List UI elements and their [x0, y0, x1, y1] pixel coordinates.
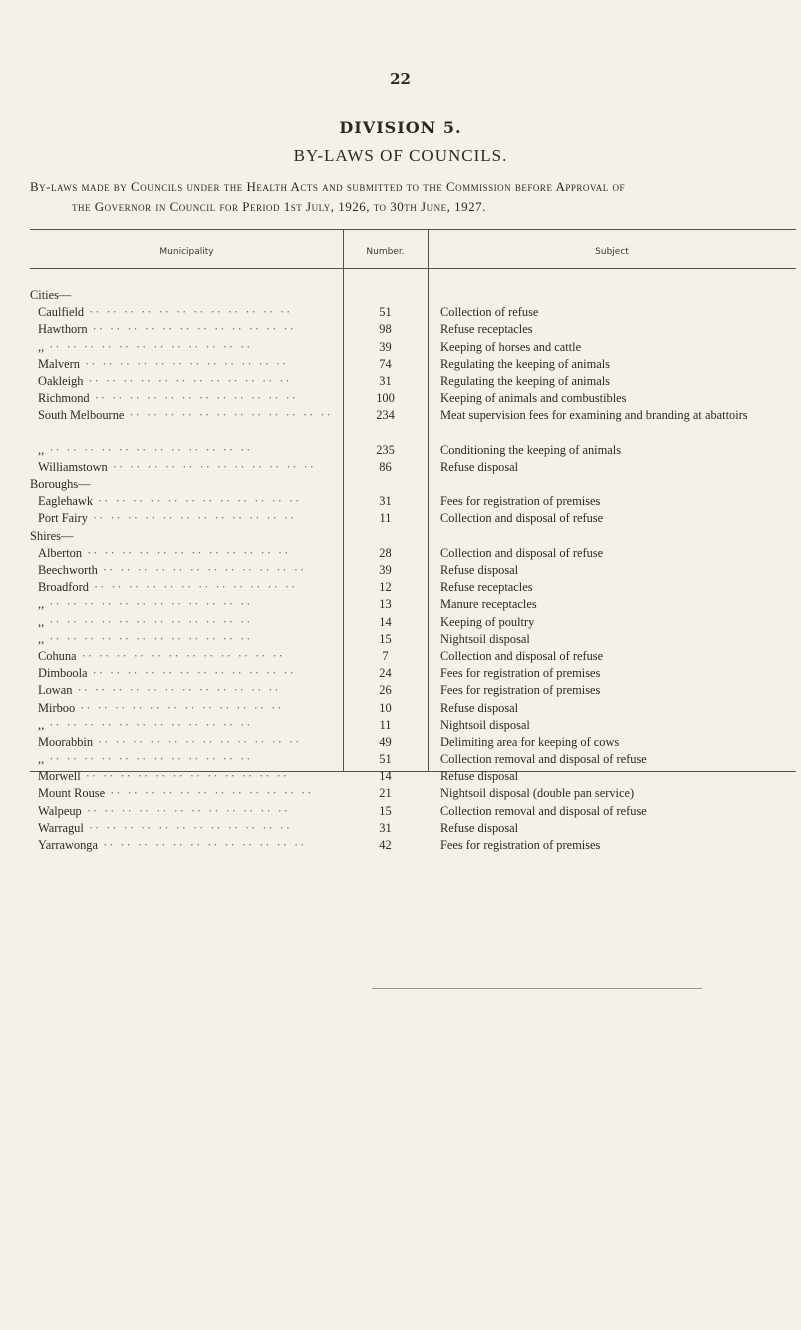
- table-row: [30, 596, 796, 613]
- number-cell: 235: [376, 442, 395, 457]
- municipality-name: Cohuna: [38, 648, 77, 663]
- subject-cell: Keeping of poultry: [440, 614, 535, 629]
- section-label: [30, 476, 336, 493]
- number-cell: 11: [379, 511, 392, 526]
- municipality-cell: [38, 734, 336, 751]
- leader-dots: ·· ·· ·· ·· ·· ·· ·· ·· ·· ·· ·· ··: [93, 734, 302, 749]
- division-heading: DIVISION 5.: [339, 118, 462, 137]
- table-row: [30, 407, 796, 441]
- leader-dots: ·· ·· ·· ·· ·· ·· ·· ·· ·· ·· ·· ··: [87, 322, 296, 337]
- number-cell: 14: [379, 769, 392, 784]
- table-header-rule: [30, 268, 796, 269]
- municipality-name: Malvern: [38, 356, 80, 371]
- section-heading-row: [30, 287, 796, 304]
- subject-cell: Delimiting area for keeping of cows: [440, 734, 620, 749]
- number-cell: 24: [379, 666, 392, 681]
- municipality-cell: [38, 648, 336, 665]
- municipality-name: Lowan: [38, 683, 73, 698]
- municipality-cell: [38, 596, 336, 613]
- municipality-name: South Melbourne: [38, 408, 125, 423]
- municipality-name: Hawthorn: [38, 322, 88, 337]
- table-row: [30, 510, 796, 527]
- leader-dots: ·· ·· ·· ·· ·· ·· ·· ·· ·· ·· ·· ··: [107, 459, 316, 474]
- leader-dots: ·· ·· ·· ·· ·· ·· ·· ·· ·· ·· ·· ··: [97, 563, 307, 578]
- municipality-name: Caulfield: [38, 305, 85, 320]
- municipality-cell: [38, 356, 336, 373]
- leader-dots: ·· ·· ·· ·· ·· ·· ·· ·· ·· ·· ·· ··: [44, 752, 253, 767]
- table-row: [30, 356, 796, 373]
- leader-dots: ·· ·· ·· ·· ·· ·· ·· ·· ·· ·· ·· ··: [79, 356, 289, 371]
- table-row: [30, 545, 796, 562]
- municipality-name: Broadford: [38, 580, 89, 595]
- footer-rule: [372, 988, 702, 989]
- leader-dots: ·· ·· ·· ·· ·· ·· ·· ·· ·· ·· ·· ··: [80, 769, 289, 784]
- subject-cell: Fees for registration of premises: [440, 838, 601, 853]
- municipality-name: ,,: [38, 717, 45, 732]
- number-cell: 234: [376, 408, 395, 423]
- municipality-name: Williamstown: [38, 459, 108, 474]
- leader-dots: ·· ·· ·· ·· ·· ·· ·· ·· ·· ·· ·· ··: [87, 666, 296, 681]
- municipality-name: ,,: [38, 631, 45, 646]
- header-subject: Subject: [595, 247, 629, 257]
- municipality-name: Shires—: [30, 528, 74, 543]
- table-top-rule: [30, 229, 796, 230]
- municipality-name: Moorabbin: [38, 734, 94, 749]
- municipality-cell: [38, 820, 336, 837]
- leader-dots: ·· ·· ·· ·· ·· ·· ·· ·· ·· ·· ·· ··: [83, 820, 292, 835]
- subject-cell: Regulating the keeping of animals: [440, 356, 610, 371]
- subject-cell: Refuse disposal: [440, 769, 519, 784]
- section-label: [30, 287, 336, 304]
- number-cell: 74: [379, 356, 392, 371]
- leader-dots: ·· ·· ·· ·· ·· ·· ·· ·· ·· ·· ·· ··: [105, 786, 314, 801]
- subject-cell: Fees for registration of premises: [440, 666, 601, 681]
- subject-cell: Collection of refuse: [440, 305, 539, 320]
- header-number: Number.: [366, 247, 405, 257]
- table-row: [30, 339, 796, 356]
- section-heading-row: [30, 476, 796, 493]
- municipality-cell: [38, 304, 336, 321]
- number-cell: 21: [379, 786, 392, 801]
- number-cell: 86: [379, 459, 392, 474]
- table-body: [30, 287, 796, 854]
- municipality-name: Oakleigh: [38, 373, 84, 388]
- subject-cell: Fees for registration of premises: [440, 683, 601, 698]
- number-cell: 26: [379, 683, 392, 698]
- subject-cell: Collection and disposal of refuse: [440, 648, 604, 663]
- municipality-cell: [38, 614, 336, 631]
- municipality-cell: [38, 442, 336, 459]
- number-cell: 49: [379, 734, 392, 749]
- table-row: [30, 837, 796, 854]
- subject-cell: Conditioning the keeping of animals: [440, 442, 622, 457]
- municipality-name: Warragul: [38, 820, 84, 835]
- leader-dots: ·· ·· ·· ·· ·· ·· ·· ·· ·· ·· ·· ··: [72, 683, 281, 698]
- leader-dots: ·· ·· ·· ·· ·· ·· ·· ·· ·· ·· ·· ··: [44, 717, 253, 732]
- municipality-name: Morwell: [38, 769, 81, 784]
- municipality-cell: [38, 700, 336, 717]
- table-row: [30, 751, 796, 768]
- municipality-cell: [38, 579, 336, 596]
- municipality-name: Cities—: [30, 288, 72, 302]
- municipality-cell: [38, 631, 336, 648]
- number-cell: 10: [379, 700, 392, 715]
- municipality-name: Dimboola: [38, 666, 88, 681]
- table-row: [30, 682, 796, 699]
- intro-line-1: By-laws made by Councils under the Health Acts and submitted to the Commission before Approval of: [30, 179, 625, 194]
- subject-cell: Refuse disposal: [440, 820, 519, 835]
- leader-dots: ·· ·· ·· ·· ·· ·· ·· ·· ·· ·· ·· ··: [44, 597, 253, 612]
- number-cell: 11: [379, 717, 392, 732]
- table-row: [30, 304, 796, 321]
- subject-cell: Nightsoil disposal (double pan service): [440, 786, 635, 801]
- municipality-name: Port Fairy: [38, 511, 88, 526]
- table-row: [30, 614, 796, 631]
- leader-dots: ·· ·· ·· ·· ·· ·· ·· ·· ·· ·· ·· ··: [44, 339, 253, 354]
- leader-dots: ·· ·· ·· ·· ·· ·· ·· ·· ·· ·· ·· ··: [89, 391, 298, 406]
- subject-cell: Collection removal and disposal of refuse: [440, 803, 647, 818]
- municipality-cell: [38, 751, 336, 768]
- municipality-name: Alberton: [38, 545, 83, 560]
- table-row: [30, 459, 796, 476]
- section-label: [30, 528, 336, 545]
- leader-dots: ·· ·· ·· ·· ·· ·· ·· ·· ·· ·· ·· ··: [81, 803, 290, 818]
- number-cell: 14: [379, 614, 392, 629]
- municipality-cell: [38, 665, 336, 682]
- leader-dots: ·· ·· ·· ·· ·· ·· ·· ·· ·· ·· ·· ··: [76, 648, 285, 663]
- municipality-name: Boroughs—: [30, 477, 91, 492]
- number-cell: 51: [379, 305, 392, 320]
- number-cell: 42: [379, 838, 392, 853]
- municipality-cell: [38, 390, 336, 407]
- municipality-name: ,,: [38, 614, 45, 629]
- subject-cell: Refuse receptacles: [440, 322, 533, 337]
- leader-dots: ·· ·· ·· ·· ·· ·· ·· ·· ·· ·· ·· ··: [44, 442, 253, 457]
- municipality-cell: [38, 493, 336, 510]
- municipality-cell: [38, 545, 336, 562]
- subject-cell: Manure receptacles: [440, 597, 537, 612]
- table-row: [30, 820, 796, 837]
- municipality-cell: [38, 837, 336, 854]
- municipality-name: ,,: [38, 597, 45, 612]
- number-cell: 39: [379, 339, 392, 354]
- table-row: [30, 734, 796, 751]
- municipality-cell: [38, 562, 336, 579]
- table-row: [30, 803, 796, 820]
- leader-dots: ·· ·· ·· ·· ·· ·· ·· ·· ·· ·· ·· ··: [98, 838, 307, 853]
- number-cell: 39: [379, 563, 392, 578]
- municipality-name: Mirboo: [38, 700, 76, 715]
- municipality-cell: [38, 321, 336, 338]
- municipality-name: Richmond: [38, 391, 90, 406]
- municipality-cell: [38, 717, 336, 734]
- table-row: [30, 579, 796, 596]
- table-row: [30, 390, 796, 407]
- leader-dots: ·· ·· ·· ·· ·· ·· ·· ·· ·· ·· ·· ··: [83, 373, 292, 388]
- leader-dots: ·· ·· ·· ·· ·· ·· ·· ·· ·· ·· ·· ··: [82, 545, 291, 560]
- bylaws-table: [30, 229, 796, 853]
- municipality-name: Eaglehawk: [38, 494, 94, 509]
- municipality-name: Mount Rouse: [38, 786, 106, 801]
- leader-dots: ·· ·· ·· ·· ·· ·· ·· ·· ·· ·· ·· ··: [75, 700, 284, 715]
- table-row: [30, 700, 796, 717]
- number-cell: 31: [379, 373, 392, 388]
- table-row: [30, 562, 796, 579]
- subject-cell: Keeping of animals and combustibles: [440, 391, 627, 406]
- table-row: [30, 717, 796, 734]
- municipality-cell: [38, 768, 336, 785]
- leader-dots: ·· ·· ·· ·· ·· ·· ·· ·· ·· ·· ·· ··: [84, 305, 293, 320]
- subject-cell: Regulating the keeping of animals: [440, 373, 610, 388]
- municipality-cell: [38, 339, 336, 356]
- subject-cell: Collection removal and disposal of refuse: [440, 752, 647, 767]
- table-row: [30, 442, 796, 459]
- leader-dots: ·· ·· ·· ·· ·· ·· ·· ·· ·· ·· ·· ··: [87, 511, 297, 526]
- leader-dots: ·· ·· ·· ·· ·· ·· ·· ·· ·· ·· ·· ··: [88, 580, 298, 595]
- table-row: [30, 768, 796, 785]
- number-cell: 98: [379, 322, 392, 337]
- number-cell: 100: [376, 391, 395, 406]
- table-row: [30, 785, 796, 802]
- header-municipality: Municipality: [159, 247, 214, 257]
- table-row: [30, 493, 796, 510]
- leader-dots: ·· ·· ·· ·· ·· ·· ·· ·· ·· ·· ·· ··: [44, 614, 253, 629]
- subject-cell: Collection and disposal of refuse: [440, 545, 604, 560]
- municipality-cell: [38, 803, 336, 820]
- subject-cell: Keeping of horses and cattle: [440, 339, 582, 354]
- municipality-name: ,,: [38, 442, 45, 457]
- municipality-name: Beechworth: [38, 563, 98, 578]
- municipality-cell: [38, 373, 336, 390]
- number-cell: 12: [379, 580, 392, 595]
- number-cell: 28: [379, 545, 392, 560]
- subject-cell: Refuse disposal: [440, 700, 519, 715]
- municipality-cell: [38, 785, 336, 802]
- municipality-cell: [38, 682, 336, 699]
- table-row: [30, 373, 796, 390]
- number-cell: 13: [379, 597, 392, 612]
- intro-line-2: the Governor in Council for Period 1st July, 1926, to 30th June, 1927.: [72, 199, 486, 214]
- subject-cell: Refuse disposal: [440, 563, 519, 578]
- subject-cell: Refuse disposal: [440, 459, 519, 474]
- subject-cell: Fees for registration of premises: [440, 494, 601, 509]
- document-title: BY-LAWS OF COUNCILS.: [293, 146, 508, 165]
- number-cell: 51: [379, 752, 392, 767]
- municipality-cell: [38, 510, 336, 527]
- intro-paragraph: [30, 177, 790, 217]
- municipality-cell: [38, 459, 336, 476]
- number-cell: 15: [379, 803, 392, 818]
- subject-cell: Nightsoil disposal: [440, 631, 530, 646]
- page-number: 22: [390, 70, 411, 88]
- table-row: [30, 321, 796, 338]
- subject-cell: Refuse receptacles: [440, 580, 533, 595]
- municipality-name: Walpeup: [38, 803, 82, 818]
- number-cell: 15: [379, 631, 392, 646]
- leader-dots: ·· ·· ·· ·· ·· ·· ·· ·· ·· ·· ·· ··: [93, 494, 302, 509]
- subject-cell: Meat supervision fees for examining and branding at abattoirs: [440, 408, 748, 423]
- section-heading-row: [30, 528, 796, 545]
- number-cell: 31: [379, 494, 392, 509]
- number-cell: 31: [379, 820, 392, 835]
- number-cell: 7: [382, 648, 389, 663]
- municipality-name: ,,: [38, 752, 45, 767]
- leader-dots: ·· ·· ·· ·· ·· ·· ·· ·· ·· ·· ·· ··: [124, 408, 333, 423]
- table-row: [30, 648, 796, 665]
- table-row: [30, 665, 796, 682]
- subject-cell: Collection and disposal of refuse: [440, 511, 604, 526]
- municipality-name: Yarrawonga: [38, 838, 98, 853]
- municipality-cell: [38, 407, 336, 424]
- municipality-name: ,,: [38, 339, 45, 354]
- subject-cell: Nightsoil disposal: [440, 717, 530, 732]
- table-row: [30, 631, 796, 648]
- leader-dots: ·· ·· ·· ·· ·· ·· ·· ·· ·· ·· ·· ··: [44, 631, 253, 646]
